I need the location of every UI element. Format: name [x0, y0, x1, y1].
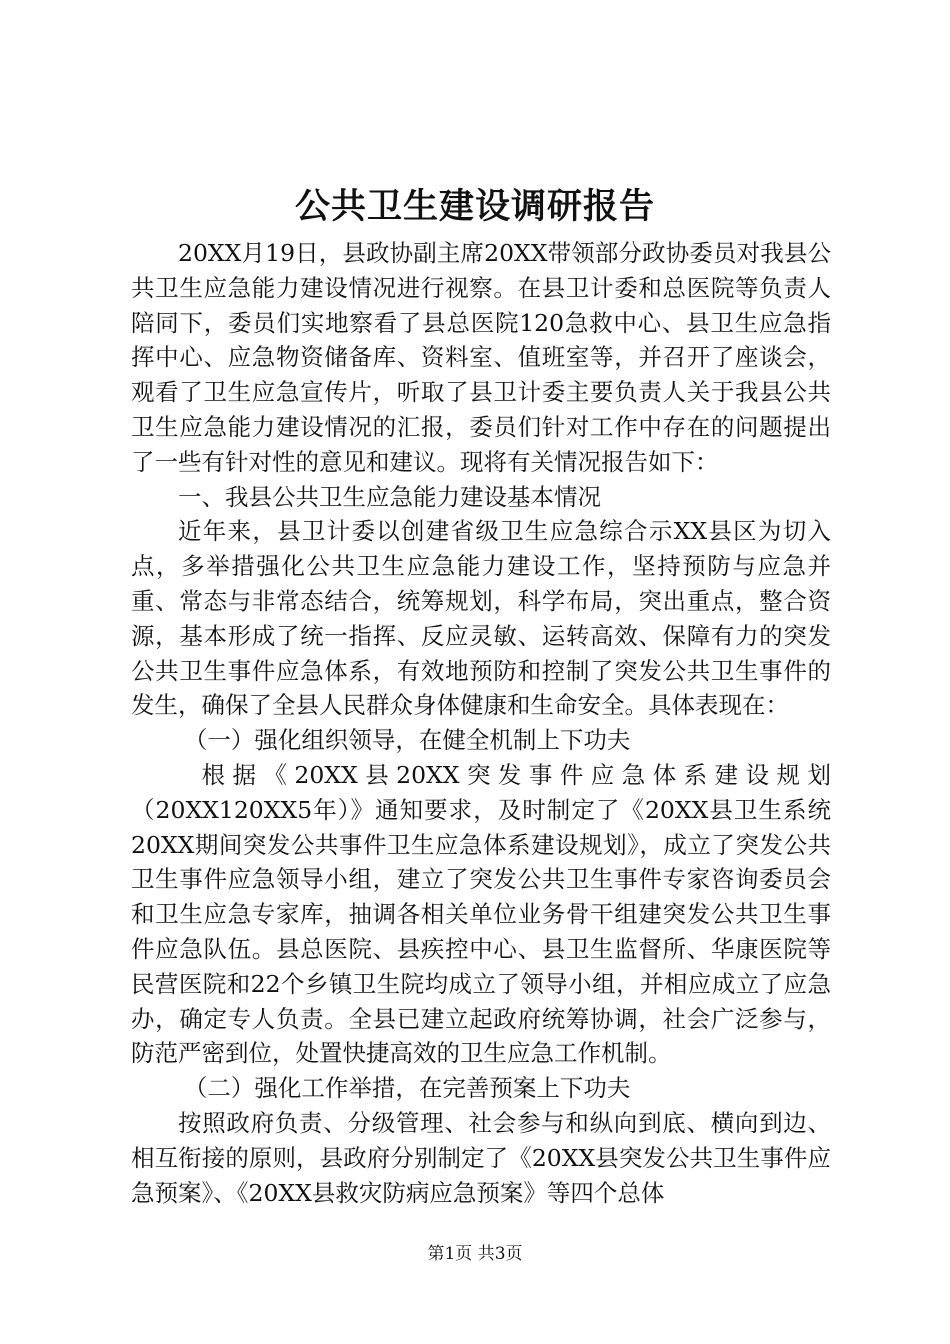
subsection-heading-2: （二）强化工作举措，在完善预案上下功夫 [183, 1074, 631, 1103]
subsection-1-paragraph: 根据《20XX县20XX突发事件应急体系建设规划（20XX120XX5年）》通知要求，及时制定了《20XX县卫生系统20XX期间突发公共事件卫生应急体系建设规划》，成立了突发公共卫生事件应急领导小组，建立了突发公共卫生事件专家咨询委员会和卫生应急专家库，抽调各相关单位业务骨干组建突发公共卫生事件应急队伍。县总医院、县疾控中心、县卫生监督所、华康医院等民营医院和22个乡镇卫生院均成立了领导小组，并相应成立了应急办，确定专人负责。全县已建立起政府统筹协调，社会广泛参与，防范严密到位，处置快捷高效的卫生应急工作机制。 [131, 760, 831, 1068]
subsection-2-paragraph: 按照政府负责、分级管理、社会参与和纵向到底、横向到边、相互衔接的原则，县政府分别制定了《20XX县突发公共卫生事件应急预案》、《20XX县救灾防病应急预案》等四个总体 [131, 1108, 831, 1207]
page-footer: 第1页 共3页 [427, 1244, 523, 1264]
section-1-paragraph: 近年来，县卫计委以创建省级卫生应急综合示XX县区为切入点，多举措强化公共卫生应急能力建设工作，坚持预防与应急并重、常态与非常态结合，统筹规划，科学布局，突出重点，整合资源，基本形成了统一指挥、反应灵敏、运转高效、保障有力的突发公共卫生事件应急体系，有效地预防和控制了突发公共卫生事件的发生，确保了全县人民群众身体健康和生命安全。具体表现在： [131, 517, 831, 720]
intro-paragraph: 20XX月19日，县政协副主席20XX带领部分政协委员对我县公共卫生应急能力建设情况进行视察。在县卫计委和总医院等负责人陪同下，委员们实地察看了县总医院120急救中心、县卫生应急指挥中心、应急物资储备库、资料室、值班室等，并召开了座谈会，观看了卫生应急宣传片，听取了县卫计委主要负责人关于我县公共卫生应急能力建设情况的汇报，委员们针对工作中存在的问题提出了一些有针对性的意见和建议。现将有关情况报告如下： [131, 239, 831, 476]
subsection-heading-1: （一）强化组织领导，在健全机制上下功夫 [183, 726, 631, 755]
document-title: 公共卫生建设调研报告 [294, 186, 655, 227]
document-body [131, 236, 831, 1210]
section-heading-1: 一、我县公共卫生应急能力建设基本情况 [178, 482, 601, 511]
